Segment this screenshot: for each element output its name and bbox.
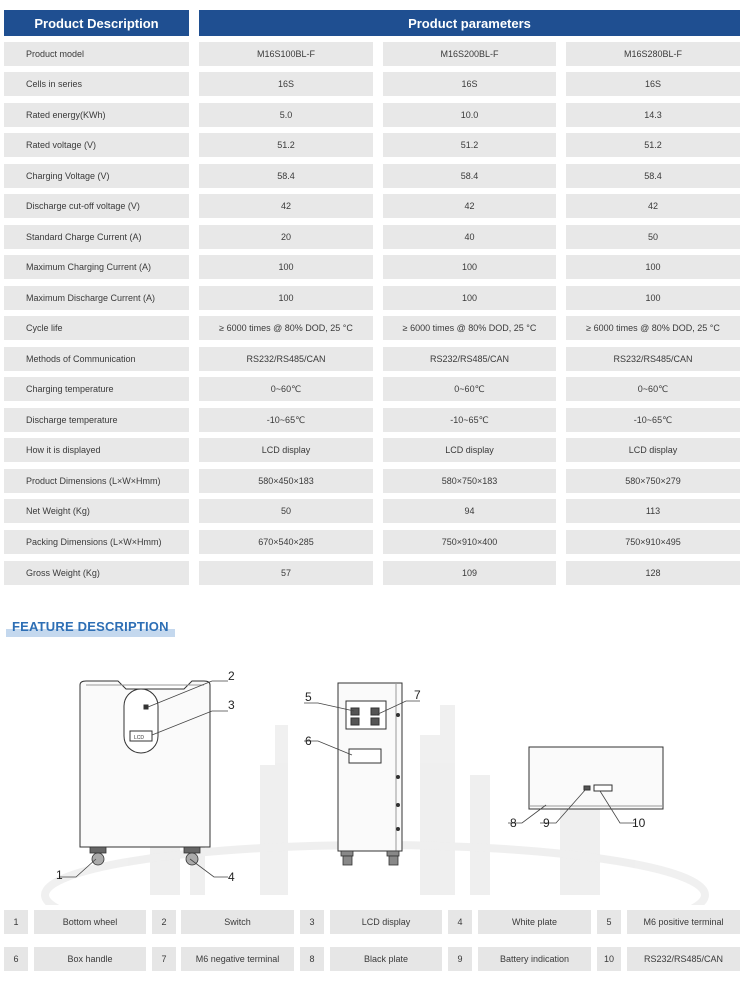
spec-value-2: -10~65℃ (383, 408, 556, 432)
callout-6: 6 (305, 734, 312, 748)
spec-row (0, 255, 750, 279)
spec-value-1: M16S100BL-F (199, 42, 373, 66)
spec-label: Product model (4, 42, 189, 66)
spec-value-1: 580×450×183 (199, 469, 373, 493)
spec-row (0, 103, 750, 127)
spec-value-3: -10~65℃ (566, 408, 740, 432)
spec-value-2: RS232/RS485/CAN (383, 347, 556, 371)
side-view-battery (338, 683, 402, 851)
spec-label: Discharge cut-off voltage (V) (4, 194, 189, 218)
legend-number: 3 (300, 910, 324, 934)
header-product-description: Product Description (4, 10, 189, 36)
spec-label: Charging temperature (4, 377, 189, 401)
spec-value-2: 100 (383, 286, 556, 310)
callout-4: 4 (228, 870, 235, 884)
spec-label: Packing Dimensions (L×W×Hmm) (4, 530, 189, 554)
spec-value-2: 94 (383, 499, 556, 523)
spec-value-1: LCD display (199, 438, 373, 462)
spec-value-3: 100 (566, 255, 740, 279)
spec-value-2: 10.0 (383, 103, 556, 127)
spec-value-2: 109 (383, 561, 556, 585)
legend-row (0, 947, 750, 971)
spec-label: Net Weight (Kg) (4, 499, 189, 523)
spec-row (0, 377, 750, 401)
battery-diagram (0, 645, 750, 905)
spec-value-1: ≥ 6000 times @ 80% DOD, 25 °C (199, 316, 373, 340)
legend-number: 7 (152, 947, 176, 971)
spec-row (0, 499, 750, 523)
spec-value-3: M16S280BL-F (566, 42, 740, 66)
spec-value-3: 100 (566, 286, 740, 310)
legend-number: 1 (4, 910, 28, 934)
front-view-battery (80, 681, 210, 847)
spec-value-1: 20 (199, 225, 373, 249)
legend-label: Box handle (34, 947, 146, 971)
spec-label: Maximum Discharge Current (A) (4, 286, 189, 310)
legend-label: RS232/RS485/CAN (627, 947, 740, 971)
legend-label: Battery indication (478, 947, 591, 971)
spec-value-1: 16S (199, 72, 373, 96)
spec-label: Charging Voltage (V) (4, 164, 189, 188)
spec-value-2: LCD display (383, 438, 556, 462)
spec-value-3: 16S (566, 72, 740, 96)
spec-value-1: -10~65℃ (199, 408, 373, 432)
header-product-parameters: Product parameters (199, 10, 740, 36)
spec-row (0, 72, 750, 96)
spec-row (0, 347, 750, 371)
spec-label: Gross Weight (Kg) (4, 561, 189, 585)
spec-value-3: ≥ 6000 times @ 80% DOD, 25 °C (566, 316, 740, 340)
spec-value-1: 57 (199, 561, 373, 585)
spec-value-2: 51.2 (383, 133, 556, 157)
spec-label: How it is displayed (4, 438, 189, 462)
spec-value-1: 42 (199, 194, 373, 218)
spec-value-2: 42 (383, 194, 556, 218)
legend-number: 2 (152, 910, 176, 934)
spec-value-3: 750×910×495 (566, 530, 740, 554)
legend-number: 10 (597, 947, 621, 971)
spec-value-3: 58.4 (566, 164, 740, 188)
spec-value-3: 580×750×279 (566, 469, 740, 493)
callout-1: 1 (56, 868, 63, 882)
feature-description-title: FEATURE DESCRIPTION (6, 619, 175, 637)
callout-5: 5 (305, 690, 312, 704)
spec-value-1: 100 (199, 286, 373, 310)
side-wheel-icon (341, 851, 399, 865)
spec-label: Methods of Communication (4, 347, 189, 371)
spec-value-3: 42 (566, 194, 740, 218)
spec-row (0, 561, 750, 585)
spec-label: Product Dimensions (L×W×Hmm) (4, 469, 189, 493)
legend-label: M6 negative terminal (181, 947, 294, 971)
spec-value-2: 58.4 (383, 164, 556, 188)
spec-value-1: 670×540×285 (199, 530, 373, 554)
spec-value-2: ≥ 6000 times @ 80% DOD, 25 °C (383, 316, 556, 340)
spec-row (0, 316, 750, 340)
spec-value-3: 51.2 (566, 133, 740, 157)
spec-value-3: 0~60℃ (566, 377, 740, 401)
spec-row (0, 194, 750, 218)
spec-row (0, 469, 750, 493)
callout-8: 8 (510, 816, 517, 830)
spec-row (0, 42, 750, 66)
spec-label: Cycle life (4, 316, 189, 340)
callout-9: 9 (543, 816, 550, 830)
spec-label: Discharge temperature (4, 408, 189, 432)
spec-value-3: 113 (566, 499, 740, 523)
spec-row (0, 438, 750, 462)
lcd-label: LCD (134, 735, 145, 741)
callout-2: 2 (228, 669, 235, 683)
spec-row (0, 164, 750, 188)
callout-3: 3 (228, 698, 235, 712)
spec-label: Rated energy(KWh) (4, 103, 189, 127)
spec-row (0, 225, 750, 249)
spec-value-1: 0~60℃ (199, 377, 373, 401)
spec-value-3: RS232/RS485/CAN (566, 347, 740, 371)
spec-label: Rated voltage (V) (4, 133, 189, 157)
spec-row (0, 133, 750, 157)
spec-value-2: 16S (383, 72, 556, 96)
spec-value-1: RS232/RS485/CAN (199, 347, 373, 371)
spec-value-3: 14.3 (566, 103, 740, 127)
spec-value-3: 128 (566, 561, 740, 585)
legend-number: 6 (4, 947, 28, 971)
spec-value-2: 750×910×400 (383, 530, 556, 554)
spec-row (0, 408, 750, 432)
spec-value-1: 50 (199, 499, 373, 523)
callout-10: 10 (632, 816, 646, 830)
spec-value-3: LCD display (566, 438, 740, 462)
legend-number: 4 (448, 910, 472, 934)
spec-label: Cells in series (4, 72, 189, 96)
spec-value-1: 5.0 (199, 103, 373, 127)
spec-value-1: 100 (199, 255, 373, 279)
spec-row (0, 530, 750, 554)
spec-label: Standard Charge Current (A) (4, 225, 189, 249)
legend-label: Black plate (330, 947, 442, 971)
spec-row (0, 286, 750, 310)
legend-label: White plate (478, 910, 591, 934)
spec-label: Maximum Charging Current (A) (4, 255, 189, 279)
spec-value-1: 51.2 (199, 133, 373, 157)
callout-7: 7 (414, 688, 421, 702)
legend-row (0, 910, 750, 934)
spec-value-2: 40 (383, 225, 556, 249)
spec-value-1: 58.4 (199, 164, 373, 188)
spec-value-2: 580×750×183 (383, 469, 556, 493)
legend-label: Switch (181, 910, 294, 934)
legend-label: LCD display (330, 910, 442, 934)
spec-value-2: 0~60℃ (383, 377, 556, 401)
spec-value-2: M16S200BL-F (383, 42, 556, 66)
spec-value-2: 100 (383, 255, 556, 279)
legend-number: 9 (448, 947, 472, 971)
legend-label: Bottom wheel (34, 910, 146, 934)
spec-value-3: 50 (566, 225, 740, 249)
top-view-battery (529, 747, 663, 809)
legend-label: M6 positive terminal (627, 910, 740, 934)
legend-number: 5 (597, 910, 621, 934)
legend-number: 8 (300, 947, 324, 971)
